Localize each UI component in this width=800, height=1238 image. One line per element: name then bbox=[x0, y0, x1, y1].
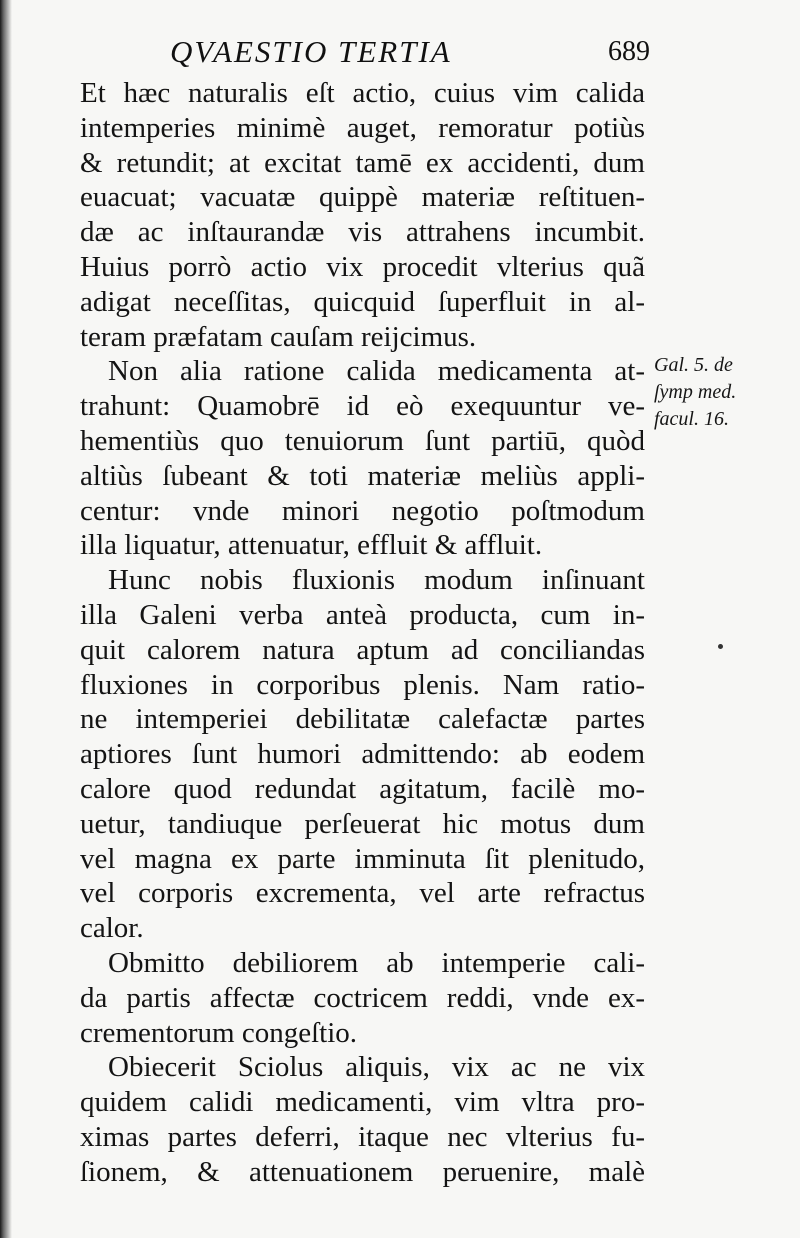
text-line: Huius porrò actio vix procedit vlterius quã bbox=[80, 250, 645, 283]
text-line: euacuat; vacuatæ quippè materiæ reſtituen- bbox=[80, 181, 645, 214]
text-line: intemperies minimè auget, remoratur potiùs bbox=[80, 111, 645, 144]
text-line: illa liquatur, attenuatur, effluit & affluit. bbox=[80, 529, 543, 562]
text-line: calore quod redundat agitatum, facilè mo- bbox=[80, 772, 645, 805]
text-line: uetur, tandiuque perſeuerat hic motus dum bbox=[80, 807, 645, 840]
text-line: adigat neceſſitas, quicquid ſuperfluit in al- bbox=[80, 285, 645, 318]
text-line: Non alia ratione calida medicamenta at- bbox=[108, 355, 645, 388]
text-line: Et hæc naturalis eſt actio, cuius vim calida bbox=[80, 77, 645, 109]
text-line: & retundit; at excitat tamē ex accidenti, dum bbox=[80, 146, 645, 179]
text-line: Obiecerit Sciolus aliquis, vix ac ne vix bbox=[108, 1051, 645, 1084]
text-line: vel magna ex parte imminuta ſit plenitudo, bbox=[80, 842, 645, 875]
text-line: ſionem, & attenuationem peruenire, malè bbox=[80, 1155, 645, 1188]
text-line: Hunc nobis fluxionis modum inſinuant bbox=[108, 564, 645, 597]
text-line: ne intemperiei debilitatæ calefactæ partes bbox=[80, 703, 645, 736]
text-line: trahunt: Quamobrē id eò exequuntur ve- bbox=[80, 390, 645, 423]
main-text bbox=[80, 76, 645, 1190]
running-title: QVAESTIO TERTIA bbox=[170, 34, 452, 69]
page-number: 689 bbox=[608, 36, 650, 67]
running-head bbox=[90, 34, 650, 74]
text-line: illa Galeni verba anteà producta, cum in- bbox=[80, 598, 645, 631]
text-line: da partis affectæ coctricem reddi, vnde ex- bbox=[80, 981, 645, 1014]
text-line: ximas partes deferri, itaque nec vlterius fu- bbox=[80, 1120, 645, 1153]
text-line: aptiores ſunt humori admittendo: ab eodem bbox=[80, 738, 645, 771]
text-line: teram præfatam cauſam reijcimus. bbox=[80, 320, 477, 353]
text-line: Obmitto debiliorem ab intemperie cali- bbox=[108, 946, 645, 979]
gutter-shadow bbox=[0, 0, 12, 1238]
text-line: altiùs ſubeant & toti materiæ meliùs appli- bbox=[80, 459, 645, 492]
margin-note-line: facul. 16. bbox=[654, 408, 729, 430]
text-line: dæ ac inſtaurandæ vis attrahens incumbit. bbox=[80, 216, 645, 249]
text-line: quidem calidi medicamenti, vim vltra pro- bbox=[80, 1086, 645, 1119]
text-line: centur: vnde minori negotio poſtmodum bbox=[80, 494, 645, 527]
margin-note-line: Gal. 5. de bbox=[654, 354, 733, 376]
margin-note-line: ſymp med. bbox=[654, 381, 737, 403]
text-line: vel corporis excrementa, vel arte refractus bbox=[80, 877, 645, 910]
text-line: fluxiones in corporibus plenis. Nam ratio- bbox=[80, 668, 645, 701]
text-line: calor. bbox=[80, 912, 144, 945]
text-line: crementorum congeſtio. bbox=[80, 1016, 358, 1049]
text-line: hementiùs quo tenuiorum ſunt partiū, quòd bbox=[80, 424, 645, 457]
text-line: quit calorem natura aptum ad conciliandas bbox=[80, 633, 645, 666]
margin-note bbox=[654, 352, 784, 433]
ink-speck bbox=[718, 644, 723, 649]
